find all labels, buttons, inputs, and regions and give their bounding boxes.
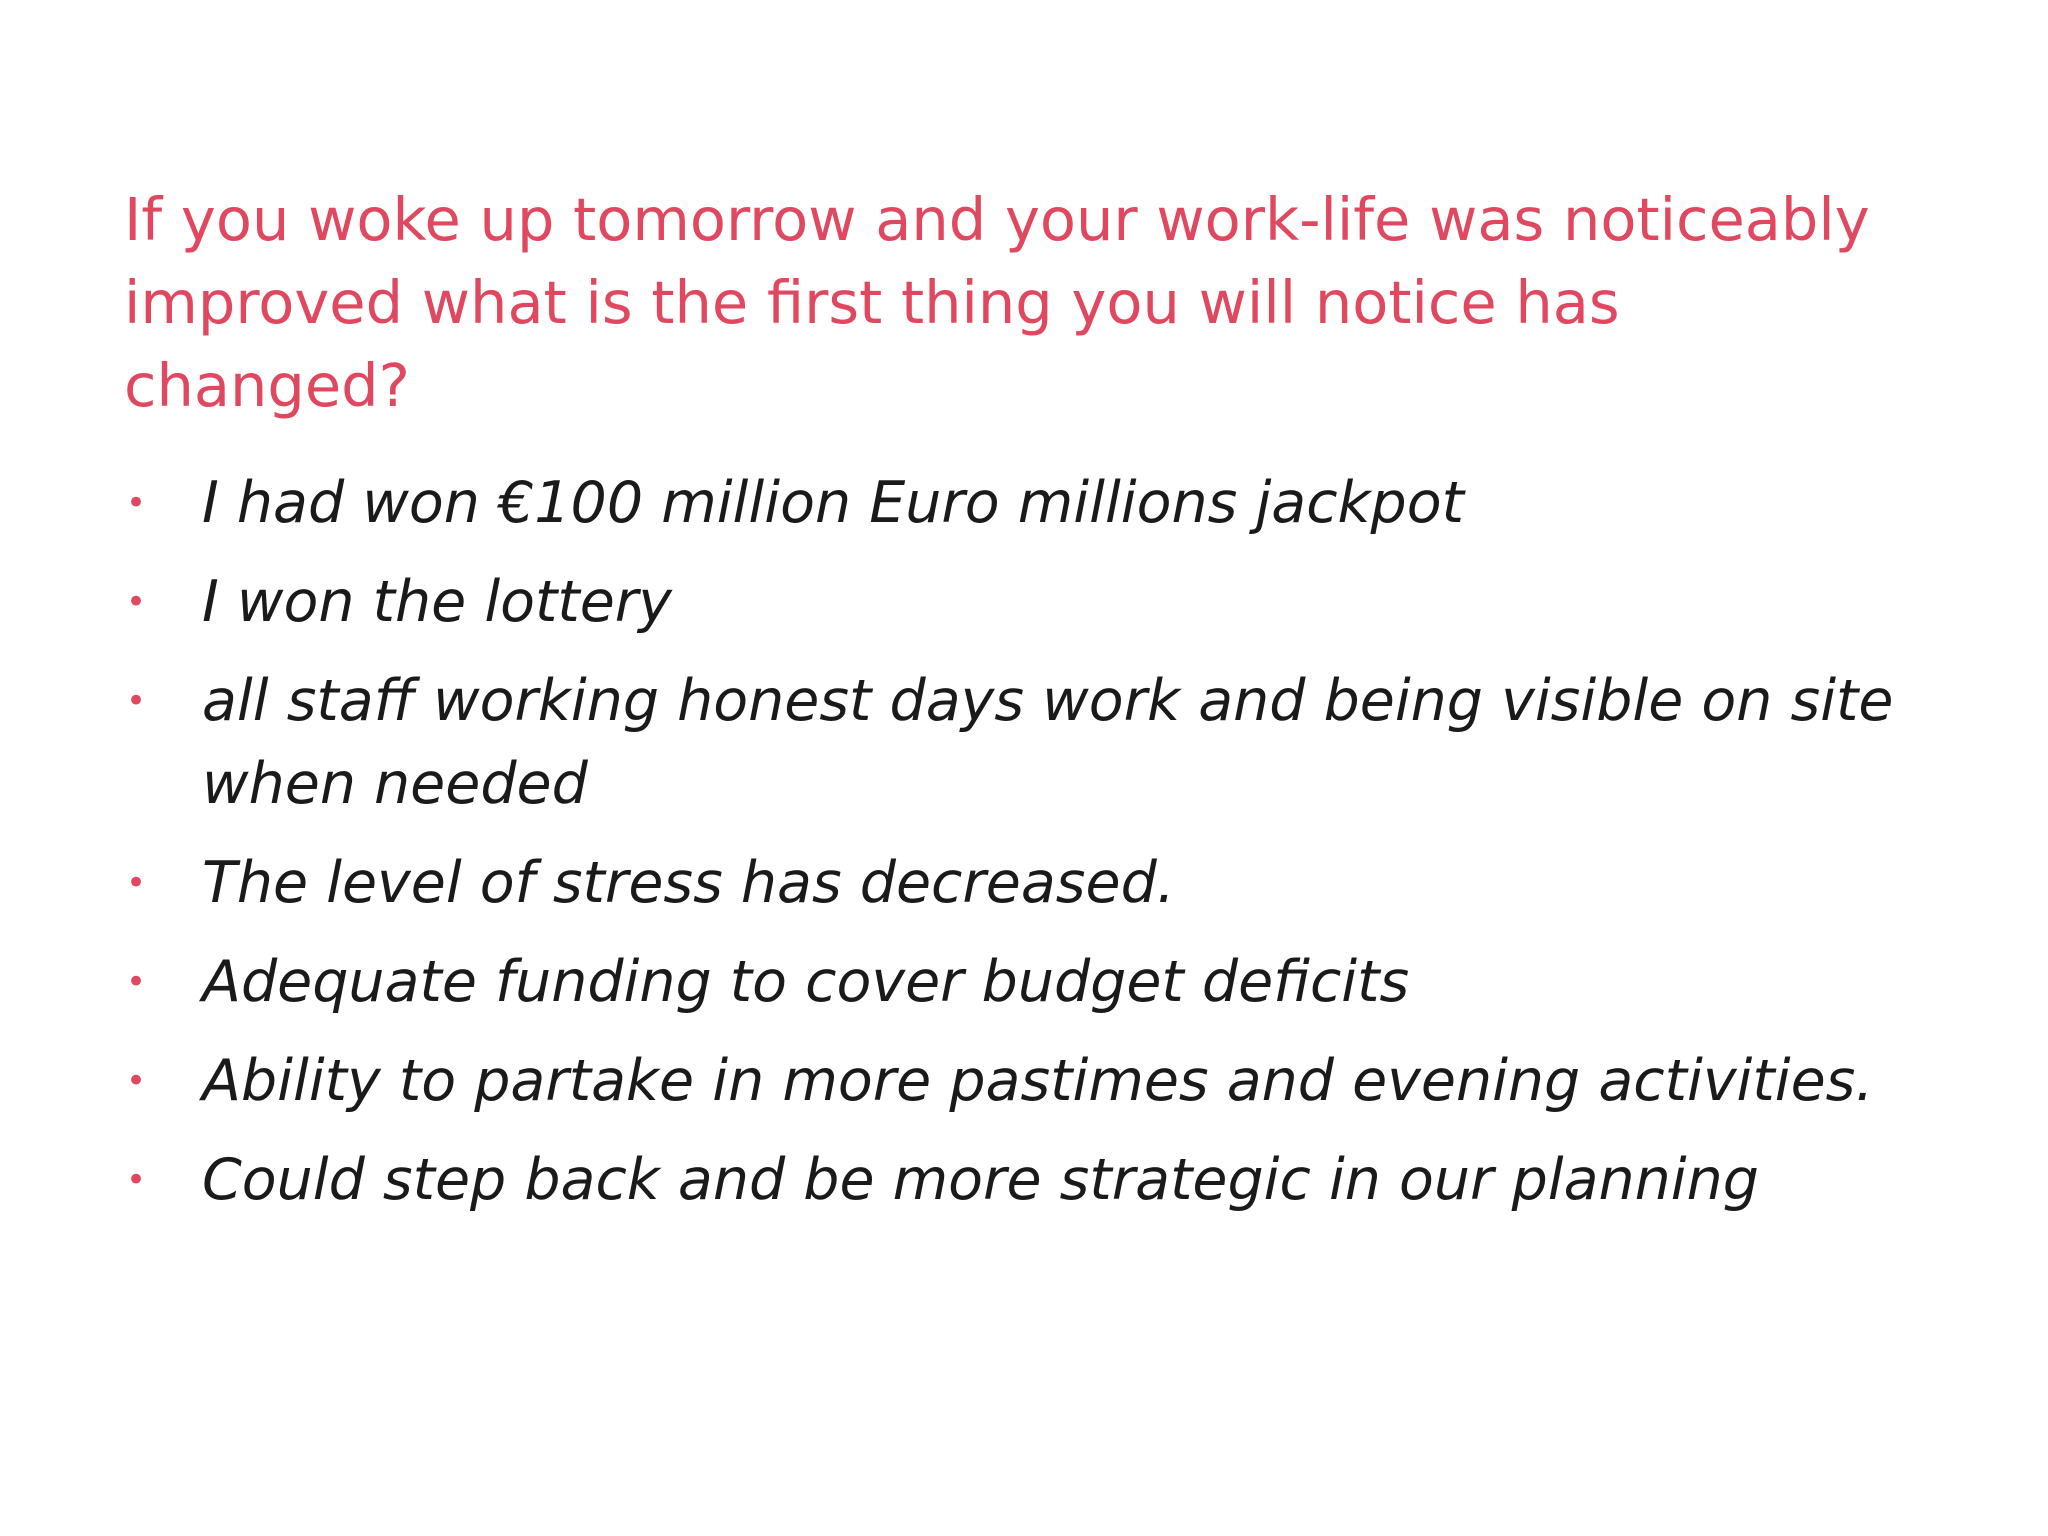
list-item xyxy=(124,660,1904,826)
bullet-dot-icon: • xyxy=(126,962,147,1002)
list-item xyxy=(124,1139,1904,1222)
list-item xyxy=(124,941,1904,1024)
list-item-text: Could step back and be more strategic in our planning xyxy=(202,1147,1759,1213)
slide-title: If you woke up tomorrow and your work-life was noticeably improved what is the first thing you will notice has changed? xyxy=(124,185,1870,420)
bullet-list xyxy=(124,462,1904,1238)
list-item xyxy=(124,561,1904,644)
bullet-dot-icon: • xyxy=(126,1160,147,1200)
list-item-text: I won the lottery xyxy=(202,569,672,635)
list-item-text: Ability to partake in more pastimes and evening activities. xyxy=(202,1048,1874,1114)
list-item xyxy=(124,462,1904,545)
bullet-dot-icon: • xyxy=(126,483,147,523)
bullet-dot-icon: • xyxy=(126,681,147,721)
list-item-text: Adequate funding to cover budget deficits xyxy=(202,949,1410,1015)
list-item-text: I had won €100 million Euro millions jackpot xyxy=(202,470,1464,536)
bullet-dot-icon: • xyxy=(126,582,147,622)
list-item xyxy=(124,842,1904,925)
list-item-text: The level of stress has decreased. xyxy=(202,850,1175,916)
list-item-text: all staff working honest days work and being visible on site when needed xyxy=(202,668,1894,817)
list-item xyxy=(124,1040,1904,1123)
bullet-dot-icon: • xyxy=(126,1061,147,1101)
bullet-dot-icon: • xyxy=(126,863,147,903)
